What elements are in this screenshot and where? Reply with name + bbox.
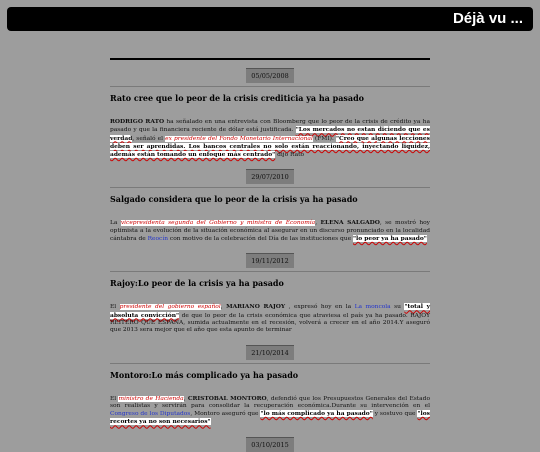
- article-headline: Salgado considera que lo peor de la crisis ya ha pasado: [110, 194, 358, 205]
- article-headline: Rajoy:Lo peor de la crisis ya ha pasado: [110, 278, 284, 289]
- body-text: , Montoro aseguró que: [190, 411, 261, 418]
- article-rato: [110, 63, 430, 159]
- article-body: [110, 219, 430, 243]
- body-text: con motivo de la celebración del Día de las instituciones que: [168, 236, 353, 243]
- highlighted-title: ex presidente del Fondo Monetario Internacional: [165, 135, 313, 142]
- divider: [110, 187, 430, 188]
- article-headline: Rato cree que lo peor de la crisis crediticia ya ha pasado: [110, 93, 364, 103]
- body-text: El: [110, 304, 120, 311]
- person-name: ELENA SALGADO: [320, 219, 380, 227]
- person-name: CRISTOBAL MONTORO: [187, 394, 267, 402]
- article-date: 29/07/2010: [246, 169, 293, 184]
- place-link[interactable]: Reocín: [147, 236, 169, 243]
- body-text: El: [110, 395, 119, 402]
- body-text: , señaló el: [132, 135, 166, 142]
- article-date: 03/10/2015: [246, 437, 293, 452]
- article-date: 05/05/2008: [246, 68, 293, 83]
- body-text: La: [110, 220, 121, 227]
- body-text: dijo Rato: [275, 152, 305, 159]
- divider: [110, 271, 430, 272]
- article-2015: [110, 432, 430, 452]
- body-text: ,: [220, 304, 227, 311]
- divider: [110, 363, 430, 364]
- page-title: Déjà vu ...: [452, 10, 523, 27]
- article-body: [110, 395, 430, 427]
- highlighted-quote: "Creo que algunas lecciones deben ser aprendidas. Los bancos centrales no solo están reaccionando, inyectando liquidez, además están tomando un enfoque más centrado": [110, 134, 430, 159]
- body-text: su: [390, 304, 405, 311]
- person-name: RODRIGO RATO: [110, 118, 165, 125]
- title-bar: [7, 7, 533, 31]
- body-text: ha señalado en una entrevista con Bloomberg que lo peor de la crisis de crédito ya ha pasado y que la financiera reciente de dólar está justificada.: [110, 119, 430, 134]
- highlighted-quote: "lo peor ya ha pasado": [352, 235, 427, 243]
- highlighted-quote: "total y absoluta convicción": [110, 303, 431, 319]
- body-text: (FMI).: [312, 135, 336, 142]
- body-text: ,: [183, 395, 188, 402]
- highlighted-quote: "Los mercados no estan diciendo que es verdad: [110, 126, 430, 142]
- highlighted-title: presidente del gobierno español: [119, 304, 221, 311]
- article-rajoy: [110, 248, 430, 334]
- body-text: , defendió que los Presupuestos Generales del Estado son realistas y servirán para consolidar la recuperación económica.Durante su intervención en el: [110, 395, 430, 409]
- person-name: MARIANO RAJOY: [226, 303, 286, 311]
- place-link[interactable]: La moncola: [354, 304, 391, 311]
- article-date: 19/11/2012: [246, 253, 293, 268]
- body-text: y sostuvo que: [372, 411, 418, 418]
- article-body: [110, 118, 430, 159]
- body-text: ,: [315, 220, 321, 227]
- body-text: , expresó hoy en la: [285, 304, 355, 311]
- divider: [110, 86, 430, 87]
- highlighted-quote: "lo más complicado ya ha pasado": [260, 410, 373, 418]
- highlighted-quote: "los recortes ya no son necesarios": [110, 410, 430, 426]
- main-content: [110, 58, 430, 452]
- article-body: [110, 303, 430, 334]
- place-link[interactable]: Congreso de los Diputados: [110, 411, 191, 418]
- body-text: de que lo peor de la crisis económica que atraviesa el país ya ha pasado. RAJOY REITERO QUE ESPAÑA, sumida actualmente en el recesión, volverá a crecer en el año 2014.Y aseguró que 2013 sera mejor que el año que esta apunto de terminar: [110, 312, 430, 334]
- top-divider: [110, 58, 430, 60]
- body-text: , se mostró hoy optimista a la evolución de la situación económica al asegurar en un discurso pronunciado en la localidad cántabra de: [110, 220, 430, 243]
- highlighted-title: vicepresidenta segunda del Gobierno y ministra de Economía: [120, 220, 316, 227]
- article-headline: Montoro:Lo más complicado ya ha pasado: [110, 369, 299, 380]
- highlighted-title: ministro de Hacienda: [118, 395, 184, 402]
- article-montoro: [110, 340, 430, 427]
- article-salgado: [110, 164, 430, 243]
- article-date: 21/10/2014: [246, 345, 293, 360]
